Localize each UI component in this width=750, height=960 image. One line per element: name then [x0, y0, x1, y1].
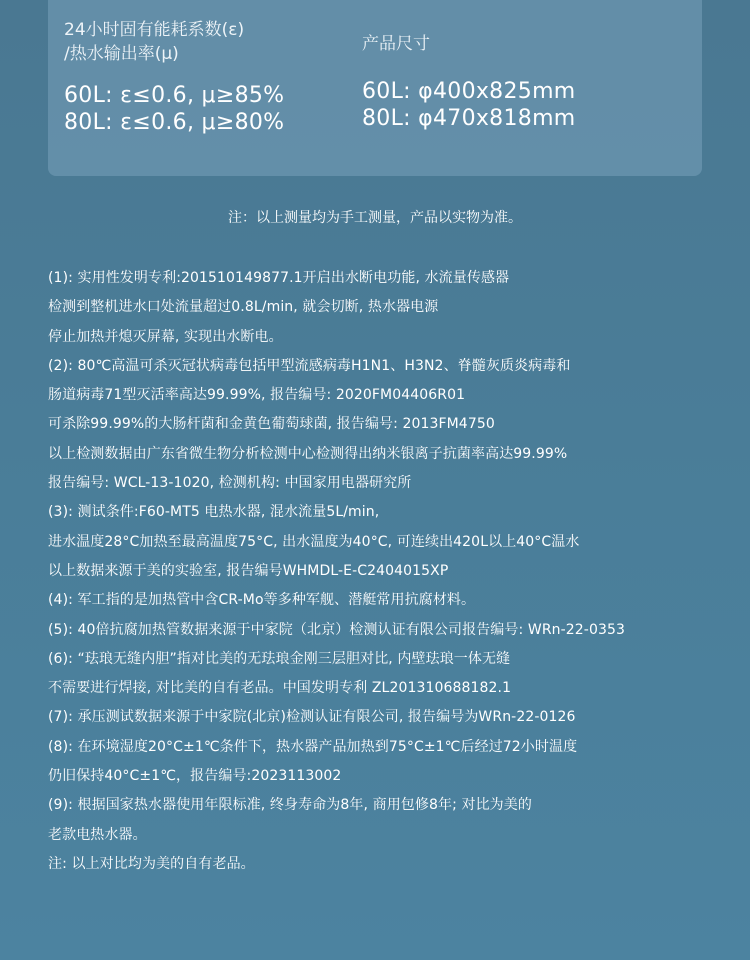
energy-heading-line1: 24小时固有能耗系数(ε) — [64, 20, 245, 40]
footnote-line: 可杀除99.99%的大肠杆菌和金黄色葡萄球菌, 报告编号: 2013FM4750 — [48, 416, 495, 433]
footnote-line: (1): 实用性发明专利:201510149877.1开启出水断电功能, 水流量传感器 — [48, 270, 510, 286]
size-value-60l: 60L: φ400x825mm — [362, 79, 576, 104]
footnote-line: (9): 根据国家热水器使用年限标准, 终身寿命为8年, 商用包修8年; 对比为美的 — [48, 797, 532, 814]
footnote-line: 进水温度28°C加热至最高温度75°C, 出水温度为40°C, 可连续出420L以上40°C温水 — [48, 533, 580, 550]
energy-spec-column — [64, 18, 284, 136]
footnote-line: 以上检测数据由广东省微生物分析检测中心检测得出纳米银离子抗菌率高达99.99% — [48, 445, 568, 462]
footnote-line: (7): 承压测试数据来源于中家院(北京)检测认证有限公司, 报告编号为WRn-22-0126 — [48, 709, 576, 726]
footnote-line: (6): “珐琅无缝内胆”指对比美的无珐琅金刚三层胆对比, 内壁珐琅一体无缝 — [48, 650, 511, 667]
footnote-line: (3): 测试条件:F60-MT5 电热水器, 混水流量5L/min, — [48, 504, 380, 521]
footnote-line: 停止加热并熄灭屏幕, 实现出水断电。 — [48, 328, 283, 345]
energy-heading-line2: /热水输出率(μ) — [64, 44, 179, 64]
size-heading: 产品尺寸 — [362, 34, 430, 54]
size-spec-column — [362, 18, 576, 132]
footnote-line: (8): 在环境湿度20°C±1℃条件下，热水器产品加热到75°C±1℃后经过72小时温度 — [48, 738, 578, 755]
footnote-line: 肠道病毒71型灭活率高达99.99%, 报告编号: 2020FM04406R01 — [48, 387, 466, 404]
footnote-line: 报告编号: WCL-13-1020, 检测机构: 中国家用电器研究所 — [48, 475, 412, 492]
footnote-line: 注: 以上对比均为美的自有老品。 — [48, 855, 255, 872]
footnote-line: 老款电热水器。 — [48, 826, 147, 843]
footnote-line: 以上数据来源于美的实验室, 报告编号WHMDL-E-C2404015XP — [48, 562, 449, 579]
footnote-line: 不需要进行焊接, 对比美的自有老品。中国发明专利 ZL201310688182.1 — [48, 680, 512, 697]
footnote-line: 检测到整机进水口处流量超过0.8L/min, 就会切断, 热水器电源 — [48, 299, 439, 316]
measurement-note: 注：以上测量均为手工测量，产品以实物为准。 — [228, 210, 522, 226]
energy-value-60l: 60L: ε≤0.6, μ≥85% — [64, 83, 285, 108]
footnote-line: (4): 军工指的是加热管中含CR-Mo等多种军舰、潜艇常用抗腐材料。 — [48, 592, 476, 609]
energy-value-80l: 80L: ε≤0.6, μ≥80% — [64, 110, 285, 135]
size-value-80l: 80L: φ470x818mm — [362, 106, 576, 131]
footnotes-list — [48, 264, 728, 879]
footnote-line: 仍旧保持40°C±1℃，报告编号:2023113002 — [48, 768, 342, 785]
footnote-line: (2): 80℃高温可杀灭冠状病毒包括甲型流感病毒H1N1、H3N2、脊髓灰质炎病毒和 — [48, 357, 571, 374]
footnote-line: (5): 40倍抗腐加热管数据来源于中家院（北京）检测认证有限公司报告编号: WRn-22-0353 — [48, 621, 625, 638]
